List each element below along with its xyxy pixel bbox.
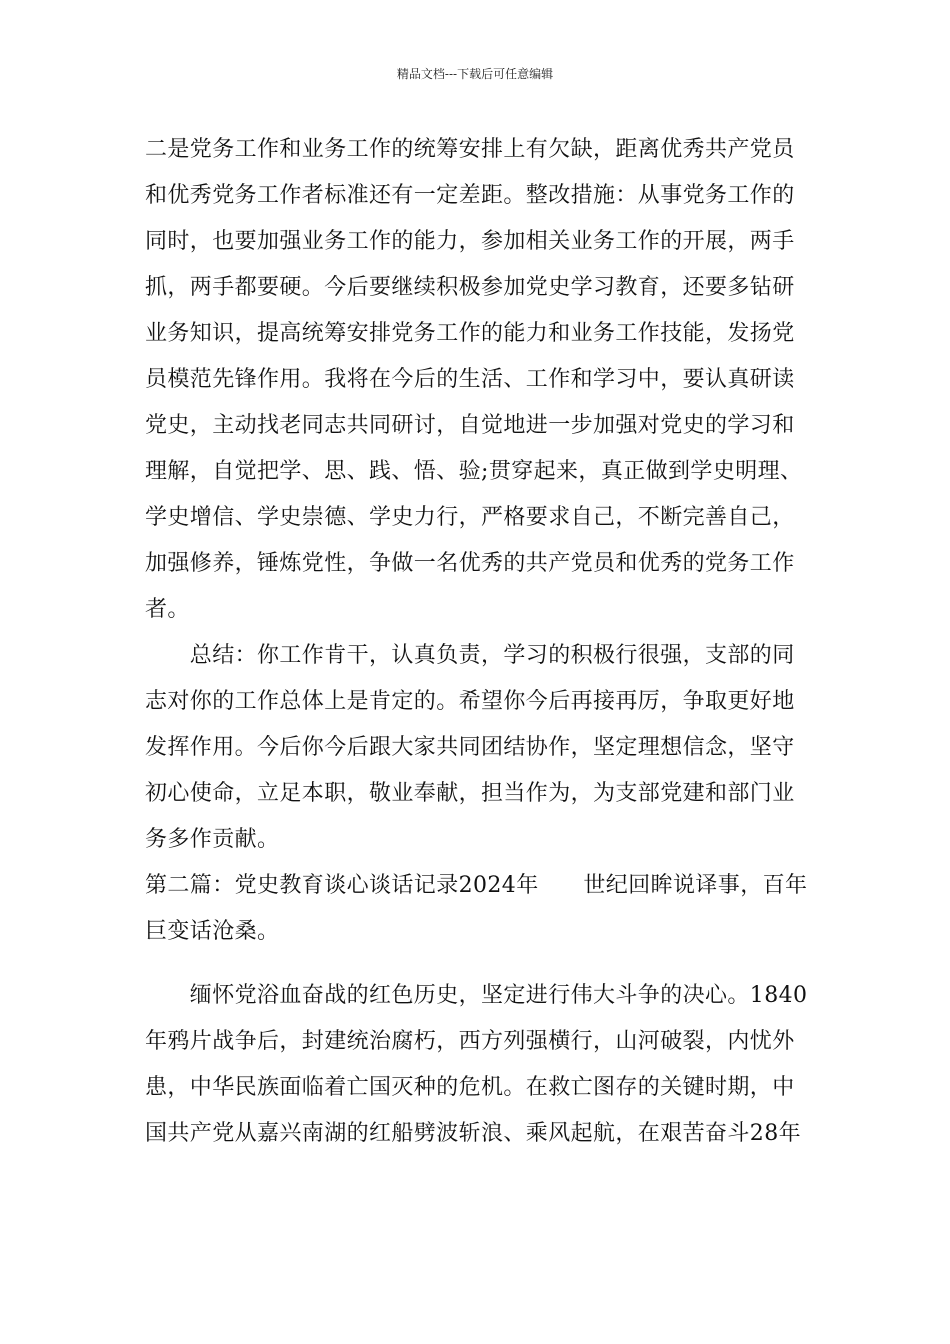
text-line: 二是党务工作和业务工作的统筹安排上有欠缺，距离优秀共产党员	[145, 137, 795, 162]
text-line: 国共产党从嘉兴南湖的红船劈波斩浪、乘风起航，在艰苦奋斗28年	[145, 1121, 801, 1146]
text-line: 发挥作用。今后你今后跟大家共同团结协作，坚定理想信念，坚守	[145, 735, 795, 760]
text-line: 年鸦片战争后，封建统治腐朽，西方列强横行，山河破裂，内忧外	[145, 1029, 795, 1054]
text-line: 加强修养，锤炼党性，争做一名优秀的共产党员和优秀的党务工作	[145, 551, 795, 576]
text-line: 抓，两手都要硬。今后要继续积极参加党史学习教育，还要多钻研	[145, 275, 795, 300]
text-line: 第二篇：党史教育谈心谈话记录2024年 世纪回眸说译事，百年	[145, 873, 808, 898]
paragraph	[145, 973, 807, 1157]
text-line: 巨变话沧桑。	[145, 919, 280, 944]
section-heading	[145, 863, 807, 955]
text-line: 缅怀党浴血奋战的红色历史，坚定进行伟大斗争的决心。1840	[145, 983, 808, 1008]
text-line: 学史增信、学史崇德、学史力行，严格要求自己，不断完善自己，	[145, 505, 795, 530]
spacer	[145, 955, 807, 973]
text-line: 患，中华民族面临着亡国灭种的危机。在救亡图存的关键时期，中	[145, 1075, 795, 1100]
text-line: 员模范先锋作用。我将在今后的生活、工作和学习中，要认真研读	[145, 367, 795, 392]
text-line: 和优秀党务工作者标准还有一定差距。整改措施：从事党务工作的	[145, 183, 795, 208]
text-line: 理解，自觉把学、思、践、悟、验;贯穿起来，真正做到学史明理、	[145, 459, 803, 484]
text-line: 党史，主动找老同志共同研讨，自觉地进一步加强对党史的学习和	[145, 413, 795, 438]
text-line: 初心使命，立足本职，敬业奉献，担当作为，为支部党建和部门业	[145, 781, 795, 806]
text-line: 同时，也要加强业务工作的能力，参加相关业务工作的开展，两手	[145, 229, 795, 254]
paragraph	[145, 633, 807, 863]
text-line: 总结：你工作肯干，认真负责，学习的积极行很强，支部的同	[145, 643, 795, 668]
text-line: 志对你的工作总体上是肯定的。希望你今后再接再厉，争取更好地	[145, 689, 795, 714]
text-line: 业务知识，提高统筹安排党务工作的能力和业务工作技能，发扬党	[145, 321, 795, 346]
page-header: 精品文档---下载后可任意编辑	[396, 67, 554, 81]
paragraph	[145, 127, 807, 633]
text-line: 者。	[145, 597, 190, 622]
document-body	[145, 127, 807, 1157]
text-line: 务多作贡献。	[145, 827, 280, 852]
